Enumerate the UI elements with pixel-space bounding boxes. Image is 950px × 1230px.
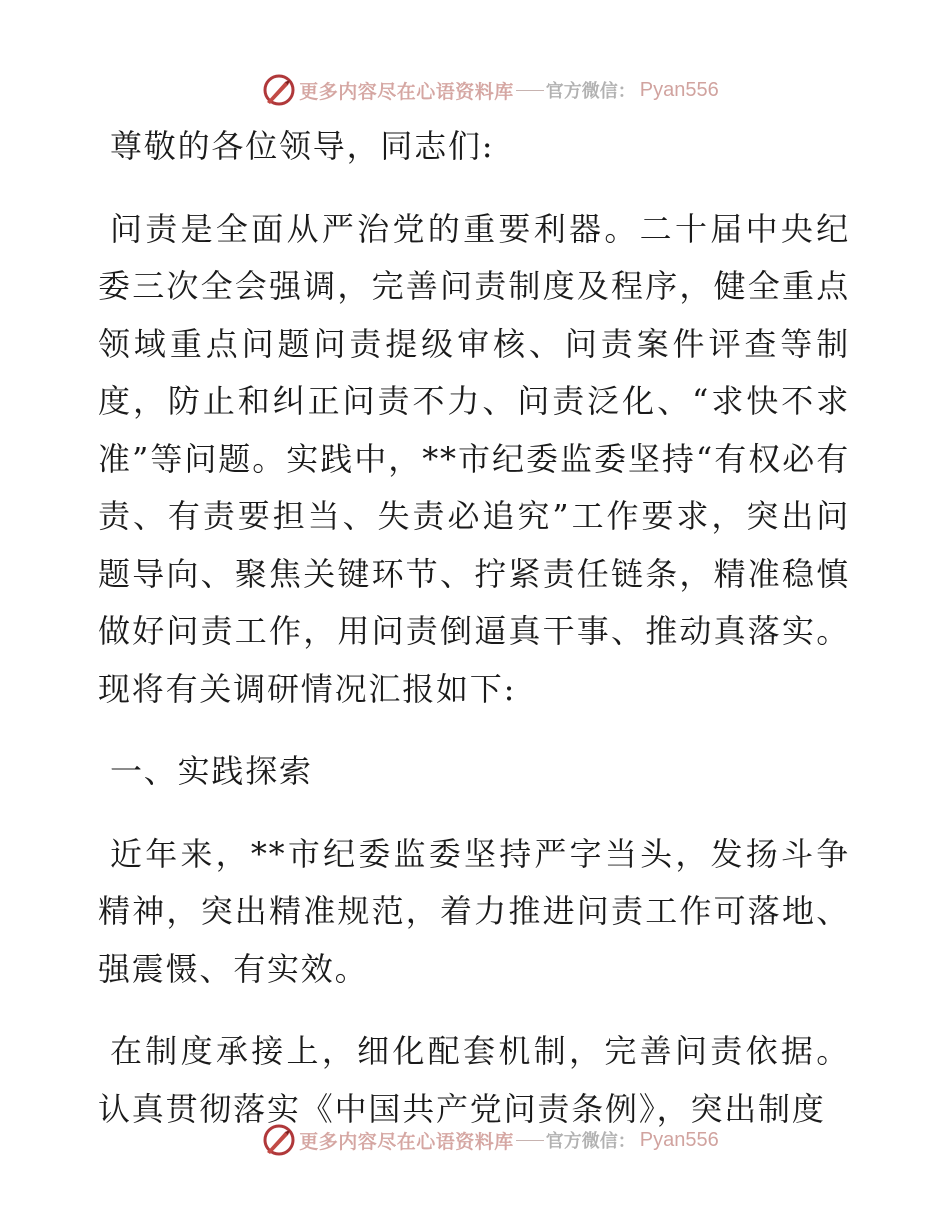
watermark-separator bbox=[516, 90, 544, 91]
paragraph-recent-years: 近年来，**市纪委监委坚持严字当头，发扬斗争精神，突出精准规范，着力推进问责工作可落地、强震慑、有实效。 bbox=[98, 834, 850, 988]
pen-logo-icon bbox=[261, 72, 297, 108]
document-body bbox=[98, 118, 850, 1138]
paragraph-institution: 在制度承接上，细化配套机制，完善问责依据。认真贯彻落实《中国共产党问责条例》，突出制度 bbox=[98, 1032, 850, 1128]
watermark-separator bbox=[516, 1140, 544, 1141]
salutation: 尊敬的各位领导，同志们: bbox=[110, 127, 495, 165]
paragraph-intro: 问责是全面从严治党的重要利器。二十届中央纪委三次全会强调，完善问责制度及程序，健全重点领域重点问题问责提级审核、问责案件评查等制度，防止和纠正问责不力、问责泛化、“求快不求准”等问题。实践中，**市纪委监委坚持“有权必有责、有责要担当、失责必追究”工作要求，突出问题导向、聚焦关键环节、拧紧责任链条，精准稳慎做好问责工作，用问责倒逼真干事、推动真落实。现将有关调研情况汇报如下: bbox=[98, 209, 850, 708]
watermark-brand: 更多内容尽在心语资料库 bbox=[299, 80, 514, 103]
section-heading: 一、实践探索 bbox=[110, 752, 313, 790]
watermark-wechat-id: Pyan556 bbox=[639, 1128, 719, 1151]
watermark-brand: 更多内容尽在心语资料库 bbox=[299, 1130, 514, 1153]
watermark-wechat-id: Pyan556 bbox=[639, 78, 719, 101]
watermark-official-label: 官方微信： bbox=[545, 1131, 636, 1152]
watermark-official-label: 官方微信： bbox=[545, 81, 636, 102]
watermark-banner-bottom bbox=[0, 1120, 950, 1160]
pen-logo-icon bbox=[261, 1122, 297, 1158]
watermark-banner-top bbox=[0, 70, 950, 110]
